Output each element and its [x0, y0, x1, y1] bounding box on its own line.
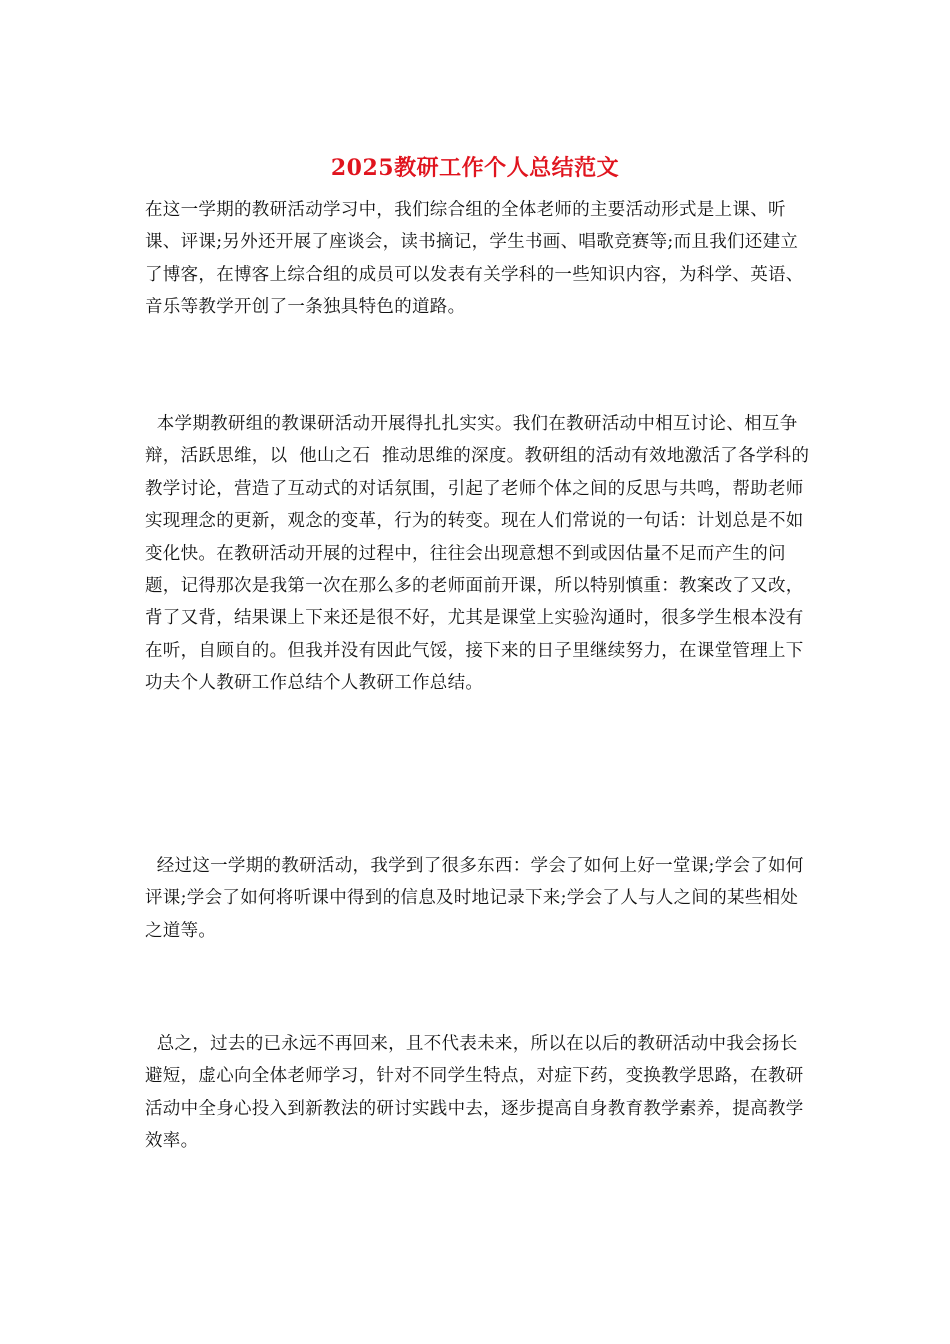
paragraph-4: 总之，过去的已永远不再回来，且不代表未来，所以在以后的教研活动中我会扬长避短，虚心向全体老师学习，针对不同学生特点，对症下药，变换教学思路，在教研活动中全身心投入到新教法的研讨实践中去，逐步提高自身教育教学素养，提高教学效率。 [145, 1034, 804, 1152]
paragraph-3: 经过这一学期的教研活动，我学到了很多东西：学会了如何上好一堂课;学会了如何评课;学会了如何将听课中得到的信息及时地记录下来;学会了人与人之间的某些相处之道等。 [145, 856, 804, 941]
paragraph-1: 在这一学期的教研活动学习中，我们综合组的全体老师的主要活动形式是上课、听课、评课;另外还开展了座谈会，读书摘记，学生书画、唱歌竞赛等;而且我们还建立了博客，在博客上综合组的成员可以发表有关学科的一些知识内容，为科学、英语、音乐等教学开创了一条独具特色的道路。 [145, 200, 804, 318]
paragraph-2: 本学期教研组的教课研活动开展得扎扎实实。我们在教研活动中相互讨论、相互争辩，活跃思维，以 他山之石 推动思维的深度。教研组的活动有效地激活了各学科的教学讨论，营造了互动式的对话氛围，引起了老师个体之间的反思与共鸣，帮助老师实现理念的更新，观念的变革，行为的转变。现在人们常说的一句话：计划总是不如变化快。在教研活动开展的过程中，往往会出现意想不到或因估量不足而产生的问题，记得那次是我第一次在那么多的老师面前开课，所以特别慎重：教案改了又改，背了又背，结果课上下来还是很不好，尤其是课堂上实验沟通时，很多学生根本没有在听，自顾自的。但我并没有因此气馁，接下来的日子里继续努力，在课堂管理上下功夫个人教研工作总结个人教研工作总结。 [145, 414, 810, 694]
document-title: 2025教研工作个人总结范文 [330, 155, 620, 181]
